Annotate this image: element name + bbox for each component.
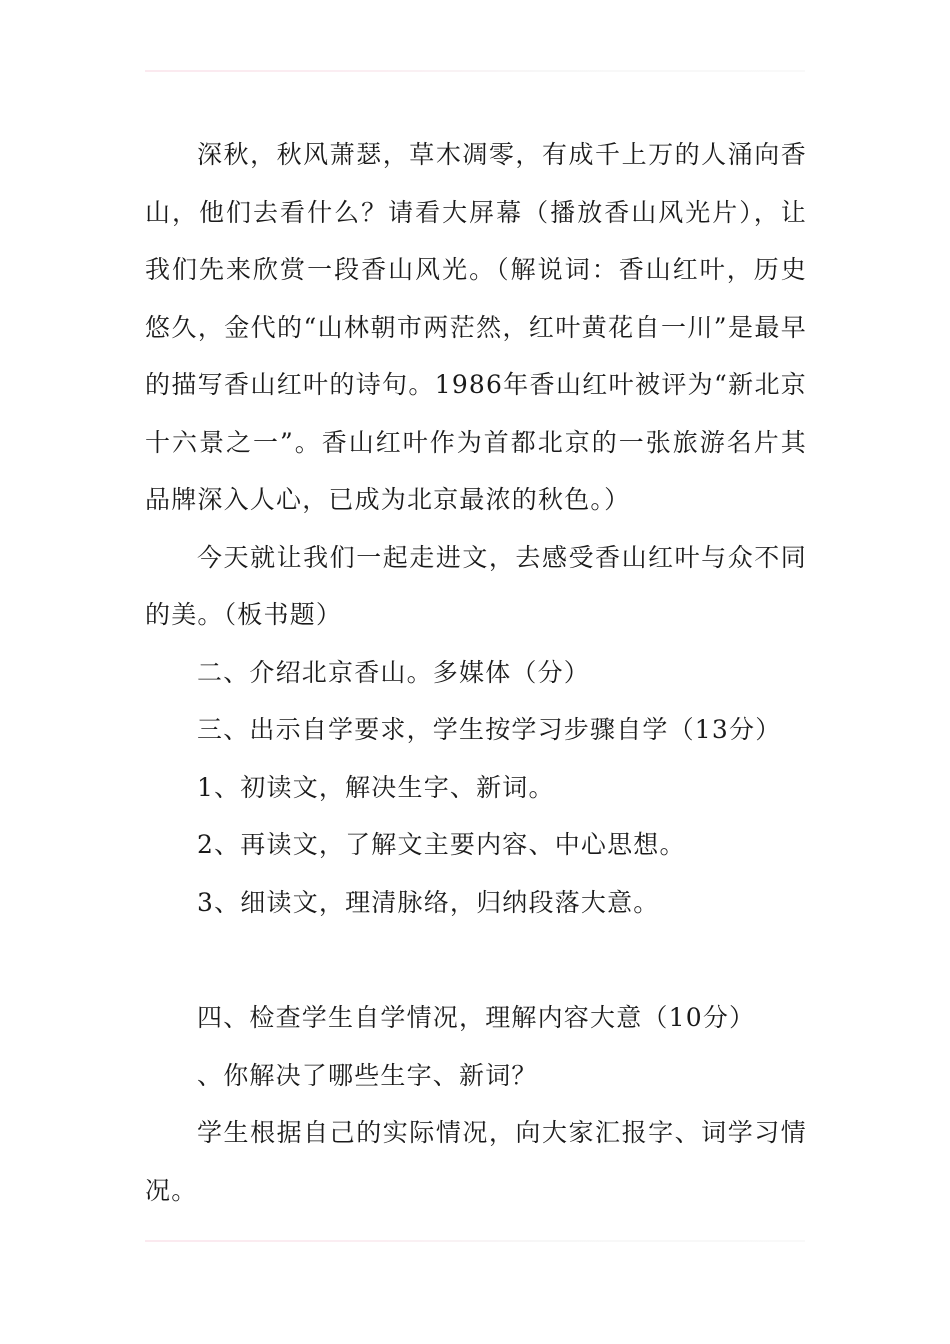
list-item: 1、初读文，解决生字、新词。: [197, 772, 555, 802]
list-item: 3、细读文，理清脉络，归纳段落大意。: [197, 887, 660, 917]
paragraph-topic: 今天就让我们一起走进文，去感受香山红叶与众不同的美。（板书题）: [145, 542, 807, 629]
section-three-heading: 三、出示自学要求，学生按学习步骤自学（13分）: [197, 715, 782, 744]
document-body: [145, 126, 807, 1219]
paragraph-report: 学生根据自己的实际情况，向大家汇报字、词学习情况。: [145, 1118, 807, 1205]
section-two-heading: 二、介绍北京香山。多媒体（分）: [197, 657, 591, 687]
list-item: 2、再读文，了解文主要内容、中心思想。: [197, 830, 686, 859]
blank-line: [145, 931, 807, 989]
question-line: 、你解决了哪些生字、新词？: [197, 1060, 538, 1090]
section-four-heading: 四、检查学生自学情况，理解内容大意（10分）: [197, 1003, 756, 1032]
paragraph-intro: 深秋，秋风萧瑟，草木凋零，有成千上万的人涌向香山，他们去看什么？请看大屏幕（播放香山风光片），让我们先来欣赏一段香山风光。（解说词：香山红叶，历史悠久，金代的“山林朝市两茫然，红叶黄花自一川”是最早的描写香山红叶的诗句。1986年香山红叶被评为“新北京十六景之一”。香山红叶作为首都北京的一张旅游名片其品牌深入人心，已成为北京最浓的秋色。）: [145, 140, 807, 514]
header-rule: [145, 70, 805, 72]
footer-rule: [145, 1240, 805, 1242]
